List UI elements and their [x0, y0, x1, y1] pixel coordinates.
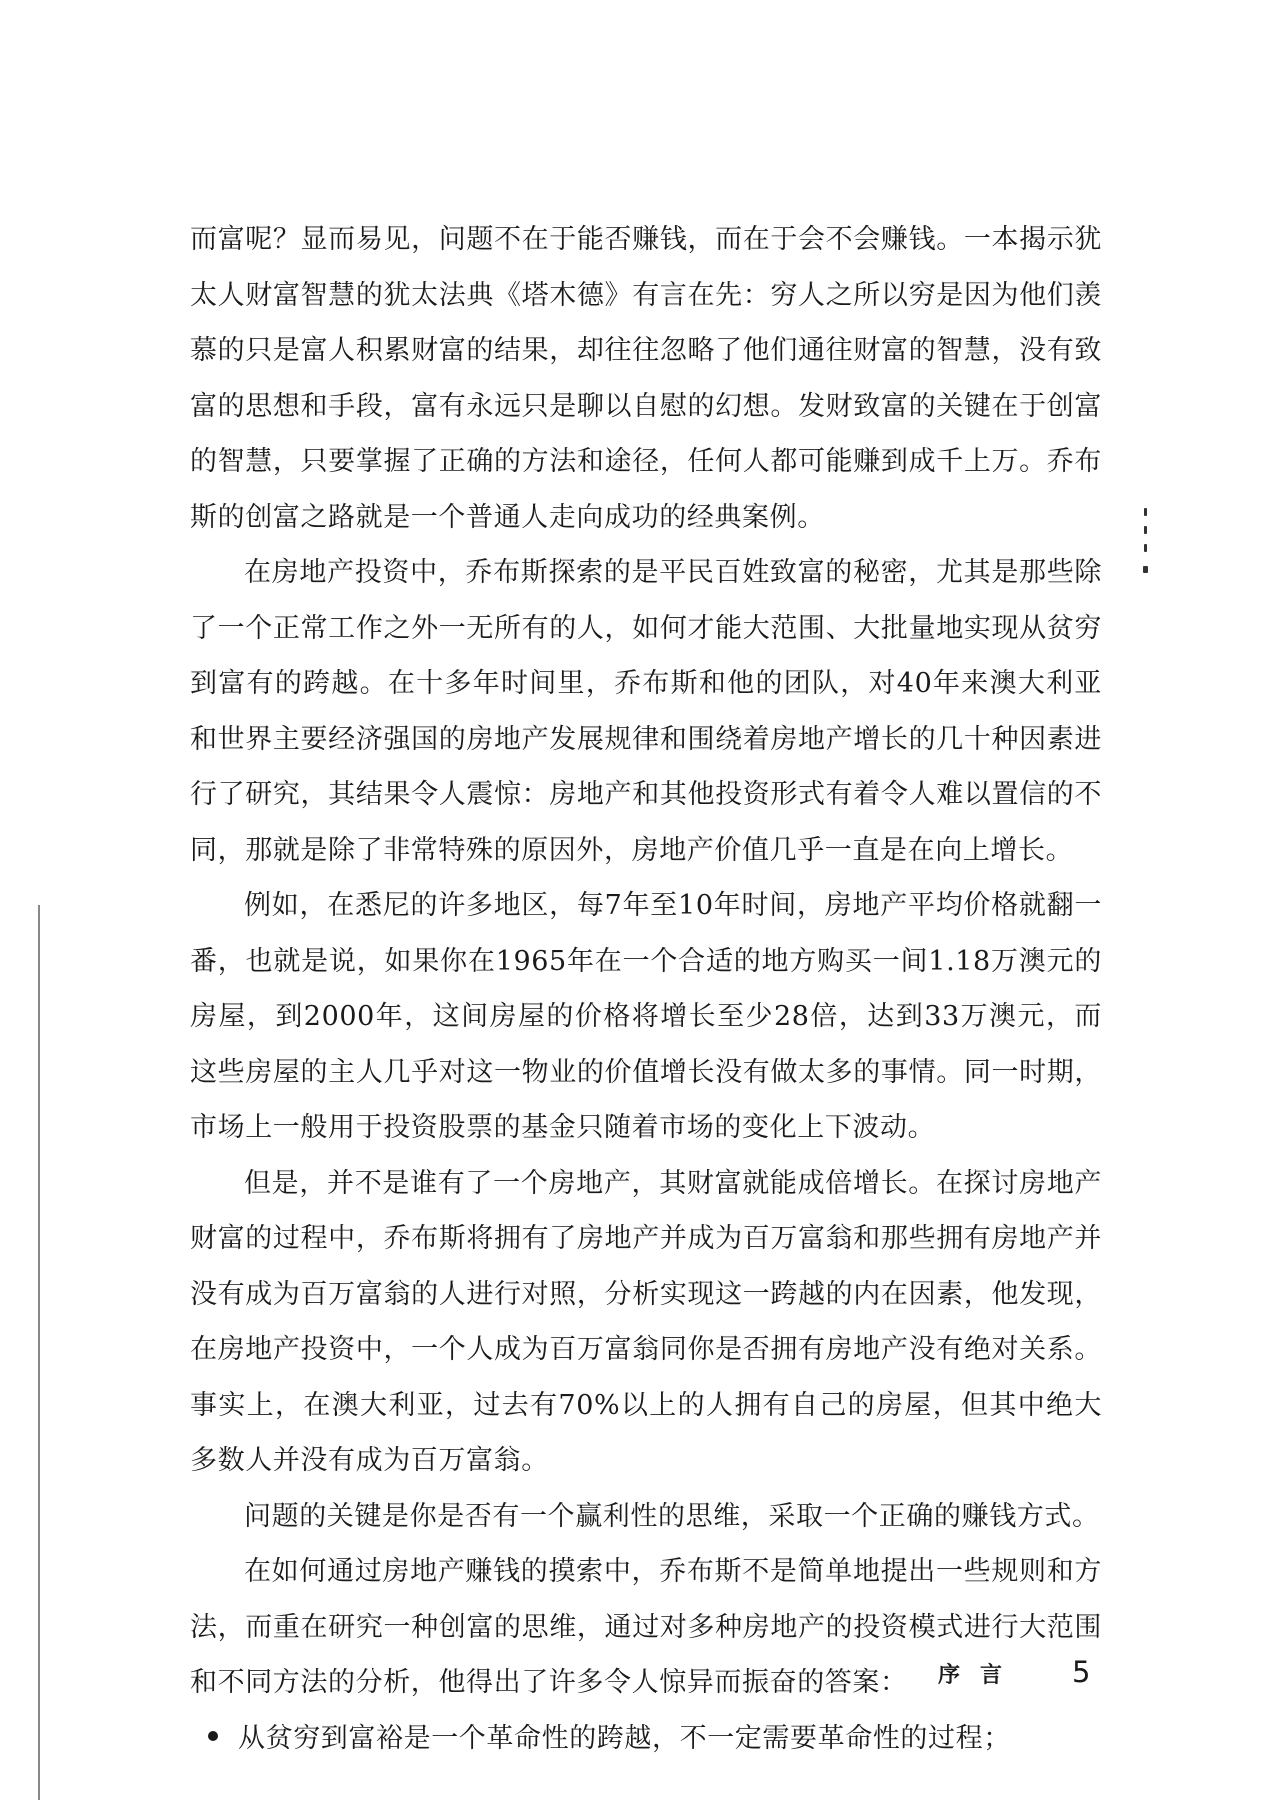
bullet-icon	[208, 1731, 218, 1741]
bullet-list-item	[190, 1711, 1102, 1767]
bullet-text: 从贫穷到富裕是一个革命性的跨越，不一定需要革命性的过程；	[238, 1722, 1011, 1754]
page-number: 5	[1072, 1655, 1091, 1689]
page-body	[190, 212, 1102, 1766]
paragraph-continuation: 而富呢？显而易见，问题不在于能否赚钱，而在于会不会赚钱。一本揭示犹太人财富智慧的犹太法典《塔木德》有言在先：穷人之所以穷是因为他们羡慕的只是富人积累财富的结果，却往往忽略了他们通往财富的智慧，没有致富的思想和手段，富有永远只是聊以自慰的幻想。发财致富的关键在于创富的智慧，只要掌握了正确的方法和途径，任何人都可能赚到成千上万。乔布斯的创富之路就是一个普通人走向成功的经典案例。	[190, 224, 1102, 533]
paragraph: 在房地产投资中，乔布斯探索的是平民百姓致富的秘密，尤其是那些除了一个正常工作之外一无所有的人，如何才能大范围、大批量地实现从贫穷到富有的跨越。在十多年时间里，乔布斯和他的团队，对40年来澳大利亚和世界主要经济强国的房地产发展规律和围绕着房地产增长的几十种因素进行了研究，其结果令人震惊：房地产和其他投资形式有着令人难以置信的不同，那就是除了非常特殊的原因外，房地产价值几乎一直是在向上增长。	[190, 557, 1102, 866]
scan-artifact-line	[38, 905, 40, 1800]
section-label: 序言	[938, 1662, 1023, 1688]
paragraph: 但是，并不是谁有了一个房地产，其财富就能成倍增长。在探讨房地产财富的过程中，乔布斯将拥有了房地产并成为百万富翁和那些拥有房地产并没有成为百万富翁的人进行对照，分析实现这一跨越的内在因素，他发现，在房地产投资中，一个人成为百万富翁同你是否拥有房地产没有绝对关系。事实上，在澳大利亚，过去有70%以上的人拥有自己的房屋，但其中绝大多数人并没有成为百万富翁。	[190, 1167, 1102, 1476]
paragraph: 问题的关键是你是否有一个赢利性的思维，采取一个正确的赚钱方式。	[244, 1500, 1100, 1532]
page-footer	[938, 1655, 1090, 1689]
scan-artifact-dots	[1142, 508, 1148, 574]
paragraph: 例如，在悉尼的许多地区，每7年至10年时间，房地产平均价格就翻一番，也就是说，如果你在1965年在一个合适的地方购买一间1.18万澳元的房屋，到2000年，这间房屋的价格将增长至少28倍，达到33万澳元，而这些房屋的主人几乎对这一物业的价值增长没有做太多的事情。同一时期，市场上一般用于投资股票的基金只随着市场的变化上下波动。	[190, 890, 1102, 1143]
paragraph: 在如何通过房地产赚钱的摸索中，乔布斯不是简单地提出一些规则和方法，而重在研究一种创富的思维，通过对多种房地产的投资模式进行大范围和不同方法的分析，他得出了许多令人惊异而振奋的答案：	[190, 1556, 1102, 1698]
